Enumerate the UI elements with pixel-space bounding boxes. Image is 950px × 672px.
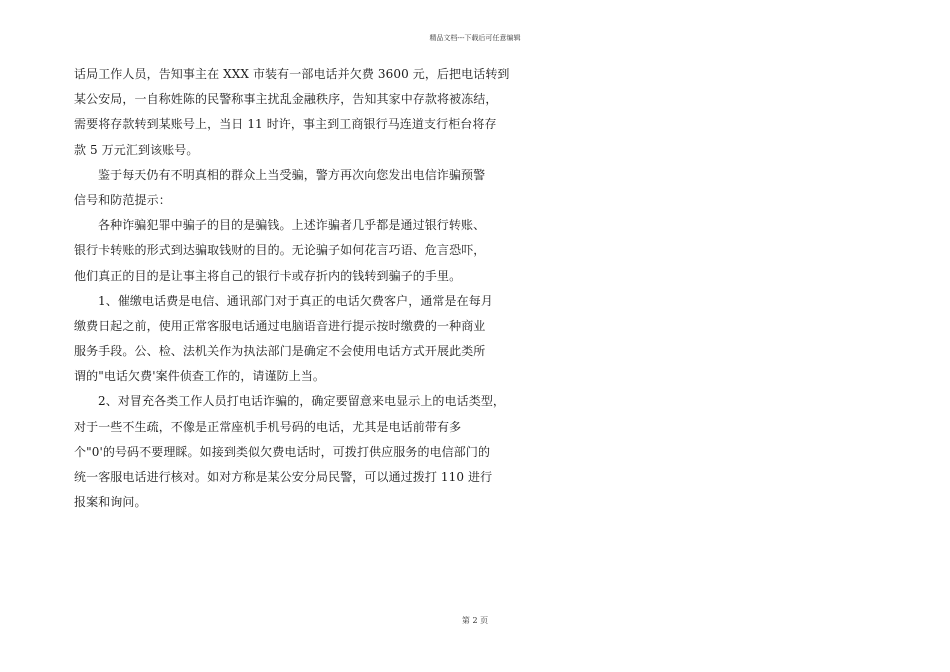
page-number: 第 2 页 (461, 616, 489, 625)
text-line: 鉴于每天仍有不明真相的群众上当受骗，警方再次向您发出电信诈骗预警 (98, 167, 486, 182)
document-body (74, 62, 510, 515)
text-line: 个"0'的号码不要理睬。如接到类似欠费电话时，可拨打供应服务的电信部门的 (74, 444, 491, 459)
text-line: 报案和询问。 (74, 495, 147, 510)
text-line: 对于一些不生疏，不像是正常座机手机号码的电话，尤其是电话前带有多 (74, 419, 462, 434)
text-line: 统一客服电话进行核对。如对方称是某公安分局民警，可以通过拨打 110 进行 (74, 470, 493, 484)
text-line: 需要将存款转到某账号上，当日 11 时许，事主到工商银行马连道支行柜台将存 (74, 117, 497, 132)
text-line: 银行卡转账的形式到达骗取钱财的目的。无论骗子如何花言巧语、危言恐吓， (74, 243, 486, 258)
text-line: 话局工作人员，告知事主在 XXX 市装有一部电话并欠费 3600 元，后把电话转到 (74, 67, 510, 81)
text-line: 他们真正的目的是让事主将自己的银行卡或存折内的钱转到骗子的手里。 (74, 268, 462, 283)
text-line: 2、对冒充各类工作人员打电话诈骗的，确定要留意来电显示上的电话类型， (98, 394, 506, 409)
text-line: 缴费日起之前，使用正常客服电话通过电脑语音进行提示按时缴费的一种商业 (74, 318, 486, 333)
text-line: 各种诈骗犯罪中骗子的目的是骗钱。上述诈骗者几乎都是通过银行转账、 (98, 218, 486, 233)
text-line: 信号和防范提示： (74, 192, 171, 207)
text-line: 谓的"电话欠费'案件侦查工作的，请谨防上当。 (74, 369, 326, 384)
page-header: 精品文档---下载后可任意编辑 (429, 34, 521, 42)
text-line: 1、催缴电话费是电信、通讯部门对于真正的电话欠费客户，通常是在每月 (98, 293, 493, 308)
text-line: 款 5 万元汇到该账号。 (74, 142, 199, 157)
text-line: 某公安局，一自称姓陈的民警称事主扰乱金融秩序，告知其家中存款将被冻结， (74, 92, 498, 107)
text-line: 服务手段。公、检、法机关作为执法部门是确定不会使用电话方式开展此类所 (74, 344, 486, 359)
